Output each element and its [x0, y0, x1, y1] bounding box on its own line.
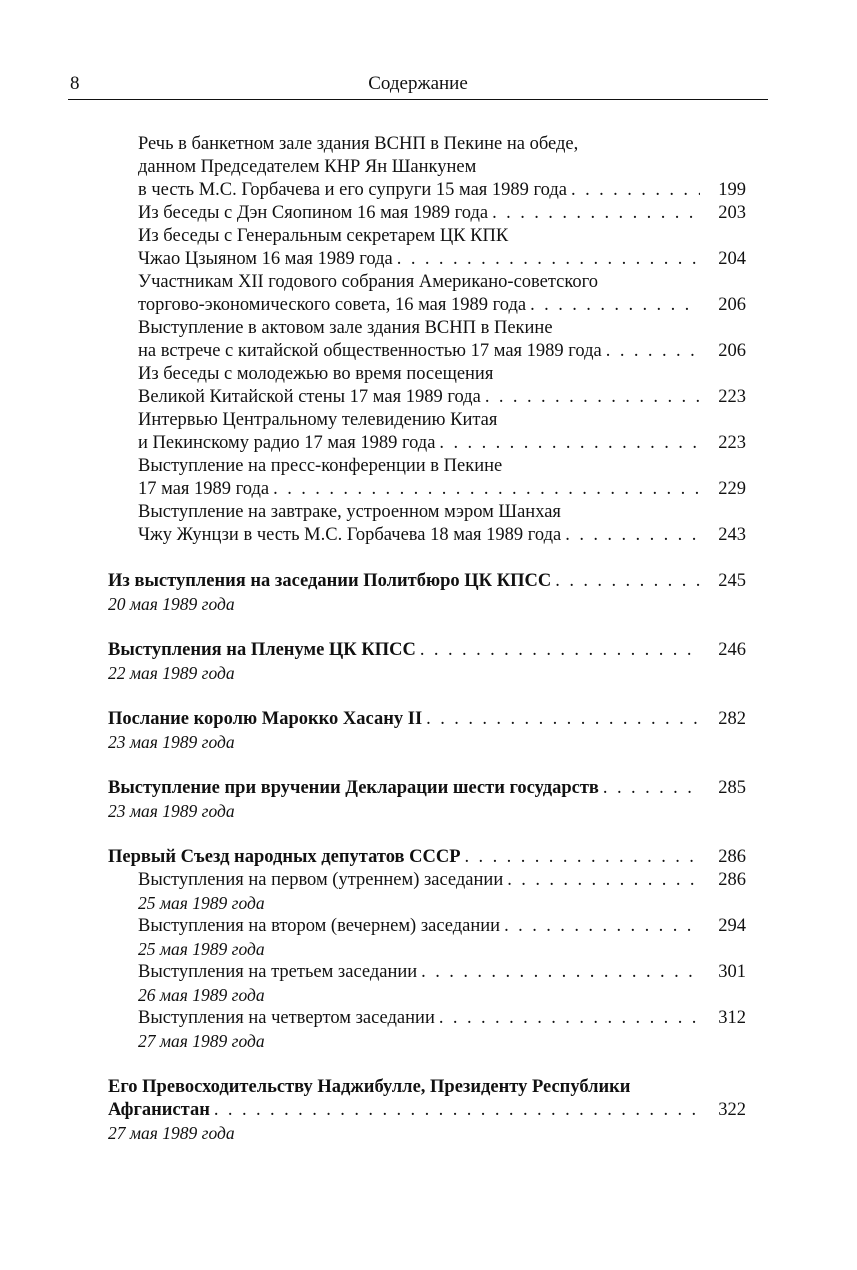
toc-entry-line: Выступление в актовом зале здания ВСНП в Пекине — [138, 318, 553, 338]
toc-section[interactable] — [108, 639, 748, 662]
toc-date: 26 мая 1989 года — [138, 985, 265, 1005]
toc-page-number: 294 — [718, 916, 746, 936]
toc-entry[interactable] — [138, 869, 748, 892]
toc-section-title: Первый Съезд народных депутатов СССР — [108, 847, 461, 867]
toc-page-number: 204 — [718, 249, 746, 269]
toc-section-title: Послание королю Марокко Хасану II — [108, 709, 423, 729]
dot-leader — [504, 915, 700, 938]
dot-leader — [421, 961, 700, 984]
toc-entry-line: Выступление на пресс-конференции в Пекине — [138, 456, 503, 476]
toc-page-number: 203 — [718, 203, 746, 223]
toc-entry-title: Выступления на втором (вечернем) заседании — [138, 916, 501, 936]
table-of-contents — [108, 133, 748, 1145]
dot-leader — [426, 708, 700, 731]
toc-section-title: Выступления на Пленуме ЦК КПСС — [108, 640, 416, 660]
toc-entry-title: Чжао Цзыяном 16 мая 1989 года — [138, 249, 393, 269]
toc-entry[interactable] — [138, 432, 748, 455]
toc-entry-title: Великой Китайской стены 17 мая 1989 года — [138, 387, 481, 407]
dot-leader — [465, 846, 701, 869]
toc-page-number: 301 — [718, 962, 746, 982]
dot-leader — [507, 869, 700, 892]
toc-section-title: Выступление при вручении Декларации шести государств — [108, 778, 599, 798]
toc-entry-line: Речь в банкетном зале здания ВСНП в Пекине на обеде, — [138, 134, 579, 154]
toc-page-number: 285 — [718, 778, 746, 798]
toc-page-number: 223 — [718, 433, 746, 453]
toc-entry[interactable] — [138, 915, 748, 938]
toc-entry[interactable] — [138, 1007, 748, 1030]
dot-leader — [439, 1007, 700, 1030]
toc-page-number: 312 — [718, 1008, 746, 1028]
toc-page-number: 322 — [718, 1100, 746, 1120]
toc-section[interactable] — [108, 777, 748, 800]
toc-page-number: 243 — [718, 525, 746, 545]
toc-page-number: 206 — [718, 295, 746, 315]
toc-entry[interactable] — [138, 294, 748, 317]
toc-section-title: Афганистан — [108, 1100, 210, 1120]
dot-leader — [439, 432, 700, 455]
toc-entry[interactable] — [138, 386, 748, 409]
toc-entry[interactable] — [138, 478, 748, 501]
toc-section[interactable] — [108, 708, 748, 731]
toc-date: 27 мая 1989 года — [138, 1031, 265, 1051]
toc-entry-line: Участникам XII годового собрания Американо-советского — [138, 272, 599, 292]
toc-date: 23 мая 1989 года — [108, 732, 235, 752]
dot-leader — [273, 478, 700, 501]
toc-entry[interactable] — [138, 202, 748, 225]
toc-entry-title: 17 мая 1989 года — [138, 479, 270, 499]
toc-entry-title: и Пекинскому радио 17 мая 1989 года — [138, 433, 436, 453]
toc-entry[interactable] — [138, 524, 748, 547]
toc-entry-line: Интервью Центральному телевидению Китая — [138, 410, 498, 430]
toc-date: 20 мая 1989 года — [108, 594, 235, 614]
toc-page-number: 282 — [718, 709, 746, 729]
toc-date: 22 мая 1989 года — [108, 663, 235, 683]
toc-entry-title: Выступления на четвертом заседании — [138, 1008, 435, 1028]
dot-leader — [485, 386, 700, 409]
toc-entry-title: Выступления на третьем заседании — [138, 962, 418, 982]
toc-page-number: 245 — [718, 571, 746, 591]
dot-leader — [397, 248, 700, 271]
toc-entry-title: в честь М.С. Горбачева и его супруги 15 мая 1989 года — [138, 180, 568, 200]
dot-leader — [571, 179, 700, 202]
toc-page-number: 229 — [718, 479, 746, 499]
toc-entry-line: Из беседы с Генеральным секретарем ЦК КПК — [138, 226, 509, 246]
toc-date: 25 мая 1989 года — [138, 893, 265, 913]
toc-entry-line: Из беседы с молодежью во время посещения — [138, 364, 494, 384]
toc-section-title: Из выступления на заседании Политбюро ЦК КПСС — [108, 571, 552, 591]
toc-page-number: 206 — [718, 341, 746, 361]
toc-entry-line: данном Председателем КНР Ян Шанкунем — [138, 157, 477, 177]
dot-leader — [555, 570, 700, 593]
toc-section[interactable] — [108, 570, 748, 593]
toc-entry-title: торгово-экономического совета, 16 мая 1989 года — [138, 295, 527, 315]
toc-section[interactable] — [108, 1099, 748, 1122]
toc-page-number: 286 — [718, 870, 746, 890]
toc-entry[interactable] — [138, 248, 748, 271]
toc-page-number: 223 — [718, 387, 746, 407]
dot-leader — [420, 639, 700, 662]
toc-entry[interactable] — [138, 340, 748, 363]
toc-date: 23 мая 1989 года — [108, 801, 235, 821]
dot-leader — [603, 777, 700, 800]
dot-leader — [606, 340, 700, 363]
page-header — [68, 73, 768, 100]
dot-leader — [530, 294, 700, 317]
toc-page-number: 199 — [718, 180, 746, 200]
toc-entry-title: Выступления на первом (утреннем) заседании — [138, 870, 504, 890]
toc-page-number: 246 — [718, 640, 746, 660]
toc-section-line: Его Превосходительству Наджибулле, Президенту Республики — [108, 1077, 631, 1097]
toc-entry[interactable] — [138, 179, 748, 202]
toc-entry-line: Выступление на завтраке, устроенном мэром Шанхая — [138, 502, 561, 522]
toc-entry-title: Из беседы с Дэн Сяопином 16 мая 1989 года — [138, 203, 489, 223]
toc-page-number: 286 — [718, 847, 746, 867]
dot-leader — [492, 202, 700, 225]
toc-date: 27 мая 1989 года — [108, 1123, 235, 1143]
running-title: Содержание — [368, 73, 468, 94]
toc-date: 25 мая 1989 года — [138, 939, 265, 959]
dot-leader — [565, 524, 700, 547]
toc-section[interactable] — [108, 846, 748, 869]
toc-entry-title: Чжу Жунцзи в честь М.С. Горбачева 18 мая 1989 года — [138, 525, 562, 545]
toc-entry[interactable] — [138, 961, 748, 984]
page-number: 8 — [70, 73, 80, 94]
toc-entry-title: на встрече с китайской общественностью 17 мая 1989 года — [138, 341, 602, 361]
dot-leader — [214, 1099, 700, 1122]
